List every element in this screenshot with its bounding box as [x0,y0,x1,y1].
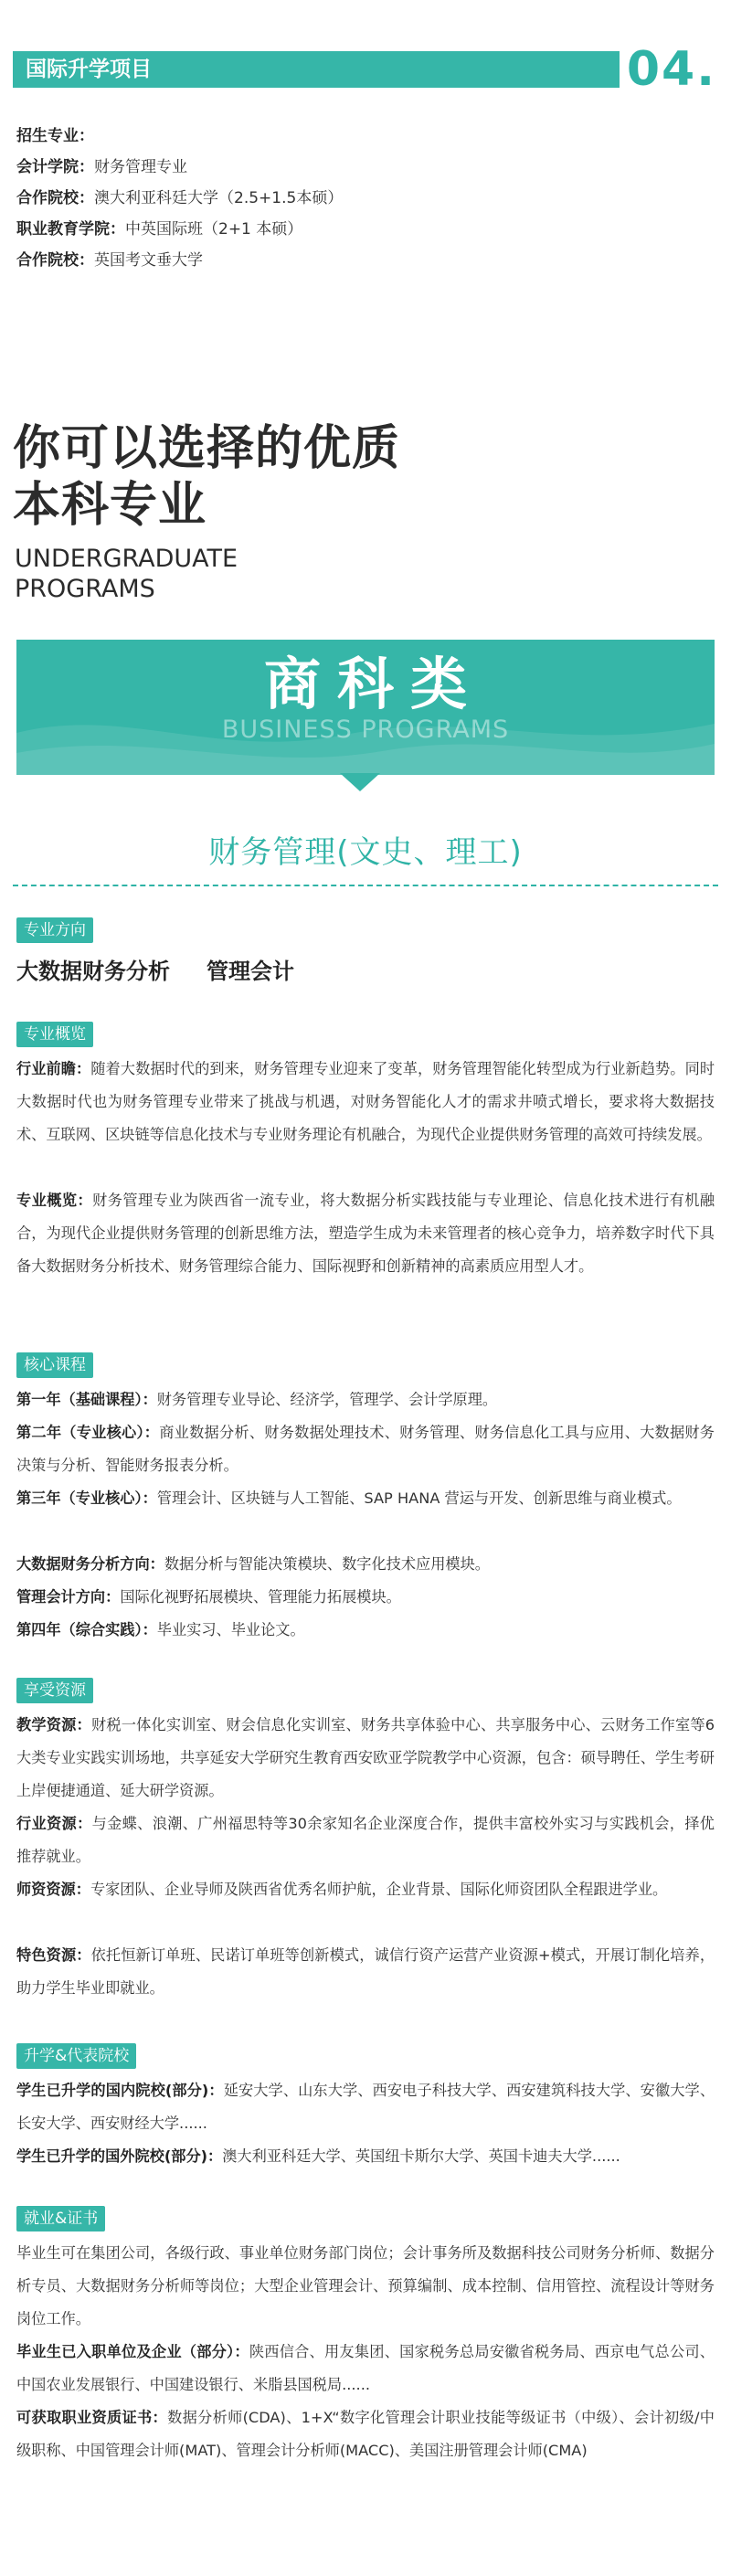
headline-line: 你可以选择的优质 [13,421,401,476]
headline-english [15,544,238,604]
course-row [16,1581,715,1614]
school-row [16,2074,715,2140]
course-text: 国际化视野拓展模块、管理能力拓展模块。 [120,1588,401,1606]
course-row [16,1383,715,1416]
info-line [16,152,711,183]
resource-label: 特色资源： [16,1946,91,1964]
course-row [16,1614,715,1647]
major-title: 财务管理(文史、理工) [208,834,523,871]
info-label: 招生专业： [16,127,94,145]
resource-row [16,1873,715,1906]
headline-line: 本科专业 [13,478,207,533]
course-label: 第四年（综合实践）： [16,1621,157,1638]
course-text: 数据分析与智能决策模块、数字化技术应用模块。 [164,1555,490,1573]
info-label: 合作院校： [16,251,94,270]
program-info [16,121,711,276]
school-label: 学生已升学的国内院校(部分)： [16,2082,224,2099]
paragraph-label: 可获取职业资质证书： [16,2409,168,2426]
tag-resources: 享受资源 [16,1678,93,1703]
paragraph-text: 财务管理专业为陕西省一流专业，将大数据分析实践技能与专业理论、信息化技术进行有机融合，为现代企业提供财务管理的创新思维方法，塑造学生成为未来管理者的核心竞争力，培养数字时代下具备大数据财务分析技术、财务管理综合能力、国际视野和创新精神的高素质应用型人才。 [16,1192,715,1275]
tag-schools: 升学&代表院校 [16,2043,136,2069]
course-row [16,1548,715,1581]
info-label: 职业教育学院： [16,220,125,239]
direction-list [16,956,294,987]
resource-label: 行业资源： [16,1815,92,1832]
resource-text: 与金蝶、浪潮、广州福思特等30余家知名企业深度合作，提供丰富校外实习与实践机会，择优推荐就业。 [16,1815,715,1865]
course-text: 毕业实习、毕业论文。 [156,1621,305,1638]
overview-paragraph [16,1184,715,1283]
school-text: 澳大利亚科廷大学、英国纽卡斯尔大学、英国卡迪夫大学...... [222,2147,620,2165]
paragraph-text: 毕业生可在集团公司，各级行政、事业单位财务部门岗位；会计事务所及数据科技公司财务分析师、数据分析专员、大数据财务分析师等岗位；大型企业管理会计、预算编制、成本控制、信用管控、流程设计等财务岗位工作。 [16,2244,715,2327]
info-text: 澳大利亚科廷大学（2.5+1.5本硕） [94,189,344,207]
headline-en-line: UNDERGRADUATE [15,545,238,573]
info-line [16,121,711,152]
career-paragraph [16,2237,715,2336]
paragraph-text: 数据分析师(CDA)、1+X“数字化管理会计职业技能等级证书（中级）、会计初级/中级职称、中国管理会计师(MAT)、管理会计分析师(MACC)、美国注册管理会计师(CMA) [16,2409,715,2459]
course-label: 管理会计方向： [16,1588,121,1606]
tag-career: 就业&证书 [16,2206,105,2231]
resource-label: 教学资源： [16,1716,91,1733]
overview-paragraph [16,1053,715,1151]
paragraph-text: 随着大数据时代的到来，财务管理专业迎来了变革，财务管理智能化转型成为行业新趋势。同时大数据时代也为财务管理专业带来了挑战与机遇，对财务智能化人才的需求井喷式增长，要求将大数据技术、互联网、区块链等信息化技术与专业财务理论有机融合，为现代企业提供财务管理的高效可持续发展。 [16,1060,715,1143]
resource-row [16,1709,715,1807]
resource-row [16,1807,715,1873]
info-label: 合作院校： [16,189,94,207]
career-paragraph [16,2336,715,2401]
banner-title: 商科类 [263,651,483,717]
course-row [16,1416,715,1482]
dashed-divider [13,885,718,886]
career-paragraph [16,2401,715,2467]
info-line [16,183,711,214]
tag-overview: 专业概览 [16,1022,93,1047]
course-label: 大数据财务分析方向： [16,1555,164,1573]
resource-row [16,1939,715,2005]
section-number: 04. [626,42,716,97]
course-text: 管理会计、区块链与人工智能、SAP HANA 营运与开发、创新思维与商业模式。 [156,1489,682,1507]
course-row [16,1482,715,1515]
school-row [16,2140,715,2173]
school-text: 延安大学、山东大学、西安电子科技大学、西安建筑科技大学、安徽大学、长安大学、西安财经大学...... [16,2082,715,2132]
resource-text: 依托恒新订单班、民诺订单班等创新模式，诚信行资产运营产业资源+模式，开展订制化培养，助力学生毕业即就业。 [16,1946,715,1997]
headline-en-line: PROGRAMS [15,575,155,603]
tag-core-courses: 核心课程 [16,1352,93,1378]
course-label: 第三年（专业核心）： [16,1489,157,1507]
banner-subtitle: BUSINESS PROGRAMS [221,716,510,744]
direction-item: 管理会计 [207,959,294,984]
section-title: 国际升学项目 [26,58,152,81]
course-label: 第一年（基础课程）： [16,1391,157,1408]
resource-label: 师资资源： [16,1881,90,1898]
resource-text: 专家团队、企业导师及陕西省优秀名师护航，企业背景、国际化师资团队全程跟进学业。 [90,1881,668,1898]
section-header [13,40,718,99]
banner-pointer [340,773,380,791]
category-banner [16,640,715,775]
paragraph-text: 陕西信合、用友集团、国家税务总局安徽省税务局、西京电气总公司、中国农业发展银行、中国建设银行、米脂县国税局...... [16,2343,715,2393]
course-label: 第二年（专业核心）： [16,1424,160,1441]
school-label: 学生已升学的国外院校(部分)： [16,2147,223,2165]
headline [13,420,400,534]
resource-text: 财税一体化实训室、财会信息化实训室、财务共享体验中心、共享服务中心、云财务工作室等6大类专业实践实训场地，共享延安大学研究生教育西安欧亚学院教学中心资源，包含：硕导聘任、学生考研上岸便捷通道、延大研学资源。 [16,1716,715,1799]
info-line [16,214,711,245]
paragraph-label: 专业概览： [16,1192,93,1209]
info-line [16,245,711,276]
paragraph-label: 毕业生已入职单位及企业（部分）： [16,2343,249,2360]
course-text: 财务管理专业导论、经济学，管理学、会计学原理。 [156,1391,498,1408]
info-label: 会计学院： [16,158,94,176]
info-text: 中英国际班（2+1 本硕） [125,220,303,239]
direction-item: 大数据财务分析 [16,959,170,984]
tag-direction: 专业方向 [16,917,93,943]
paragraph-label: 行业前瞻： [16,1060,91,1077]
info-text: 财务管理专业 [94,158,187,176]
course-text: 商业数据分析、财务数据处理技术、财务管理、财务信息化工具与应用、大数据财务决策与分析、智能财务报表分析。 [16,1424,715,1474]
info-text: 英国考文垂大学 [94,251,203,270]
